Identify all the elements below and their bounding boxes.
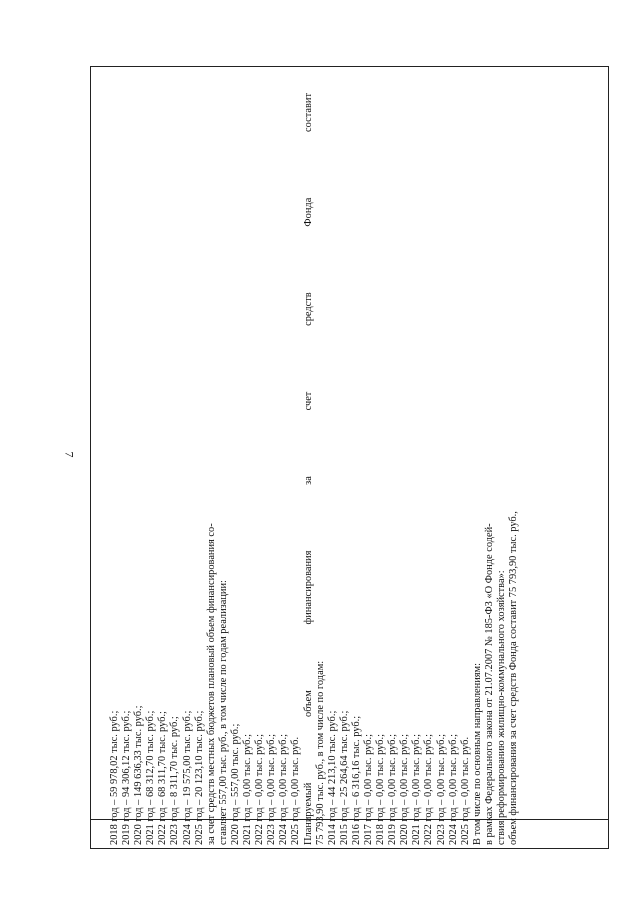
financing-text-cell [107,89,609,849]
text-line: 2025 год – 20 123,10 тыс. руб.; [193,710,205,845]
text-line: 2022 год – 68 311,70 тыс. руб.; [157,711,169,845]
text-line: 2021 год – 68 312,70 тыс. руб.; [145,710,157,845]
text-line: 2025 год – 0,00 тыс. руб. [459,736,471,845]
page-number: 7 [62,451,77,458]
text-line: 2023 год – 8 311,70 тыс. руб.; [169,716,181,845]
text-line: 2018 год – 0,00 тыс. руб.; [375,734,387,845]
text-line: 2021 год – 0,00 тыс. руб.; [411,734,423,845]
text-line: 2024 год – 0,00 тыс. руб.; [278,734,290,845]
text-line: 2017 год – 0,00 тыс. руб.; [362,734,374,845]
text-line: 2020 год – 557,00 тыс. руб.; [229,723,241,845]
text-line: 75 793,90 тыс. руб., в том числе по годам: [314,660,326,845]
text-line: 2025 год – 0,00 тыс. руб. [290,736,302,845]
text-line: объем финансирования за счет средств Фонда составит 75 793,90 тыс. руб., [508,511,520,845]
text-line: 2015 год – 25 264,64 тыс. руб.; [338,710,350,845]
text-line: 2022 год – 0,00 тыс. руб.; [423,734,435,845]
text-line: 2019 год – 94 306,12 тыс. руб.; [121,710,133,845]
text-line: 2018 год – 59 978,02 тыс. руб.; [109,710,120,845]
text-line: 2024 год – 19 575,00 тыс. руб.; [181,710,193,845]
text-line: 2021 год – 0,00 тыс. руб.; [242,734,254,845]
text-line: 2023 год – 0,00 тыс. руб.; [266,734,278,845]
text-line: за счет средств местных бюджетов плановый объем финансирования со- [205,523,217,845]
text-line: В том числе по основным направлениям: [471,662,483,845]
text-line: 2020 год – 149 636,33 тыс. руб.; [133,705,145,845]
text-line: 2023 год – 0,00 тыс. руб.; [435,734,447,845]
text-line: в рамках Федерального закона от 21.07.2007 № 185-ФЗ «О Фонде содей- [483,523,495,845]
text-line: ствия реформированию жилищно-коммунального хозяйства»: [496,570,507,845]
text-line: 2019 год – 0,00 тыс. руб.; [387,734,399,845]
text-line: 2022 год – 0,00 тыс. руб.; [254,734,266,845]
text-line: ставляет 557,00 тыс. руб., в том числе по годам реализации: [217,580,229,845]
text-line: Планируемый объем финансирования за счет средств Фонда составит [302,93,314,845]
text-line: 2016 год – 6 316,16 тыс. руб.; [350,715,362,845]
text-line: 2024 год – 0,00 тыс. руб.; [447,734,459,845]
text-line: 2020 год – 0,00 тыс. руб.; [399,734,411,845]
text-line: 2014 год – 44 213,10 тыс. руб.; [326,710,338,845]
